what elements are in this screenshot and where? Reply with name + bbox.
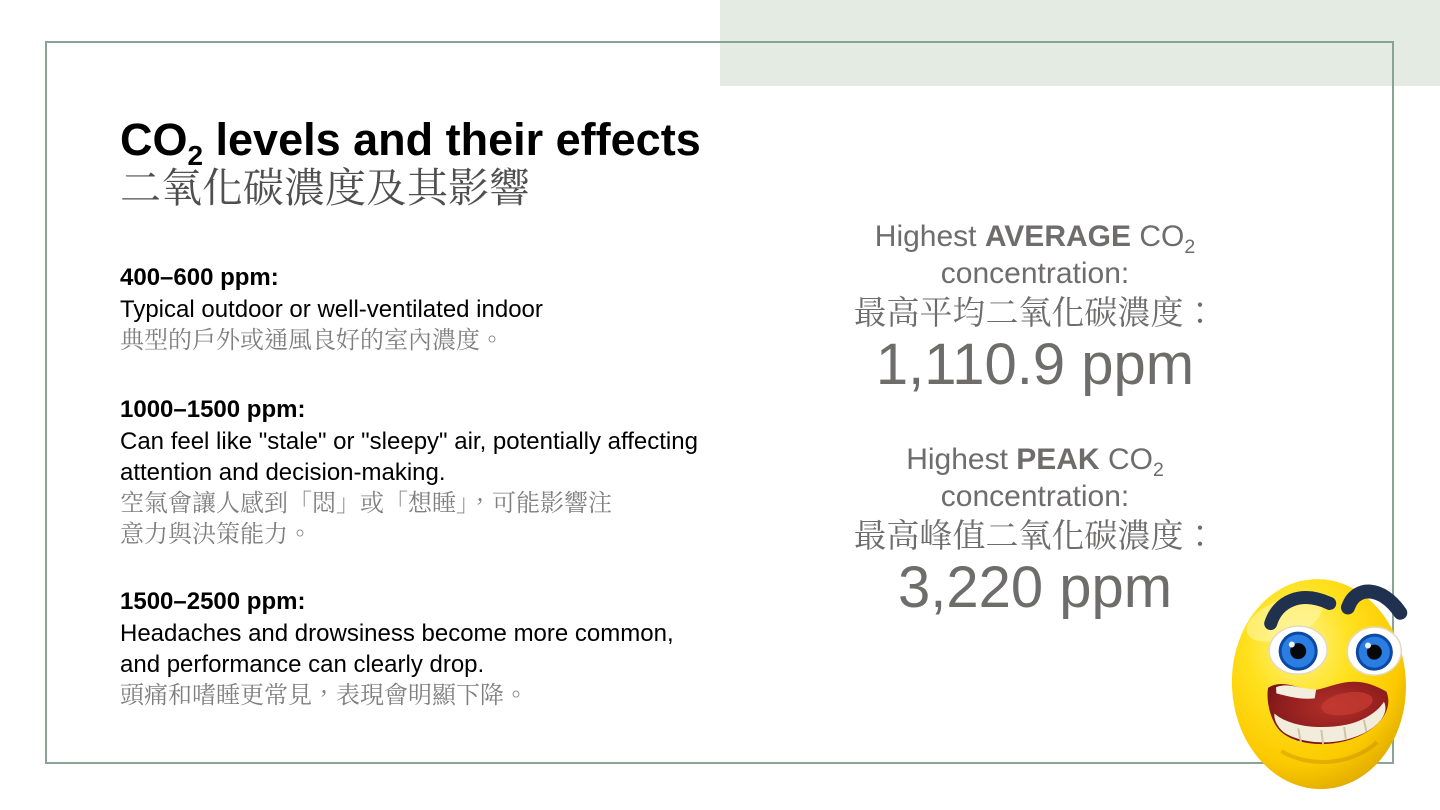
section-text-zh: 典型的戶外或通風良好的室內濃度。 bbox=[120, 327, 504, 354]
stat-value: 1,110.9 ppm bbox=[875, 332, 1195, 397]
stat-label-zh: 最高峰值二氧化碳濃度： bbox=[853, 517, 1217, 554]
stat-highest-peak-co2 bbox=[822, 441, 1248, 620]
stat-label-emphasis: AVERAGE bbox=[984, 220, 1131, 253]
section-text-zh: 頭痛和嗜睡更常見，表現會明顯下降。 bbox=[120, 682, 528, 709]
stat-label-line2: concentration: bbox=[940, 480, 1130, 513]
stat-label-mid: CO bbox=[1131, 220, 1185, 253]
stat-label-prefix: Highest bbox=[874, 220, 985, 253]
section-400-600-ppm bbox=[120, 261, 700, 356]
stat-label-line2: concentration: bbox=[940, 257, 1130, 290]
section-1000-1500-ppm bbox=[120, 393, 700, 550]
section-text-en: Typical outdoor or well-ventilated indoor bbox=[120, 296, 543, 323]
section-1500-2500-ppm bbox=[120, 585, 700, 711]
stat-label-subscript: 2 bbox=[1152, 459, 1164, 481]
stat-label-emphasis: PEAK bbox=[1016, 443, 1100, 476]
title-text-suffix: levels and their effects bbox=[203, 114, 701, 166]
stat-label-line1 bbox=[822, 218, 1248, 258]
stat-label-mid: CO bbox=[1099, 443, 1153, 476]
stat-label-subscript: 2 bbox=[1184, 236, 1196, 258]
worried-emoji-icon bbox=[1186, 568, 1418, 804]
section-text-en: Headaches and drowsiness become more common, and performance can clearly drop. bbox=[120, 620, 674, 678]
slide-subtitle-zh: 二氧化碳濃度及其影響 bbox=[120, 165, 530, 211]
slide-title bbox=[120, 114, 701, 172]
stat-label-zh: 最高平均二氧化碳濃度： bbox=[853, 294, 1217, 331]
ppm-range-heading: 400–600 ppm: bbox=[120, 264, 279, 291]
stat-label-prefix: Highest bbox=[906, 443, 1017, 476]
section-text-en: Can feel like "stale" or "sleepy" air, potentially affecting attention and decision-making. bbox=[120, 428, 698, 486]
title-text: CO bbox=[120, 114, 188, 166]
stat-value: 3,220 ppm bbox=[897, 555, 1173, 620]
stat-label-line1 bbox=[822, 441, 1248, 481]
section-text-zh: 空氣會讓人感到「悶」或「想睡」，可能影響注意力與決策能力。 bbox=[120, 490, 612, 548]
ppm-range-heading: 1500–2500 ppm: bbox=[120, 588, 306, 615]
stat-highest-average-co2 bbox=[822, 218, 1248, 397]
ppm-range-heading: 1000–1500 ppm: bbox=[120, 396, 306, 423]
title-subscript: 2 bbox=[187, 140, 204, 172]
